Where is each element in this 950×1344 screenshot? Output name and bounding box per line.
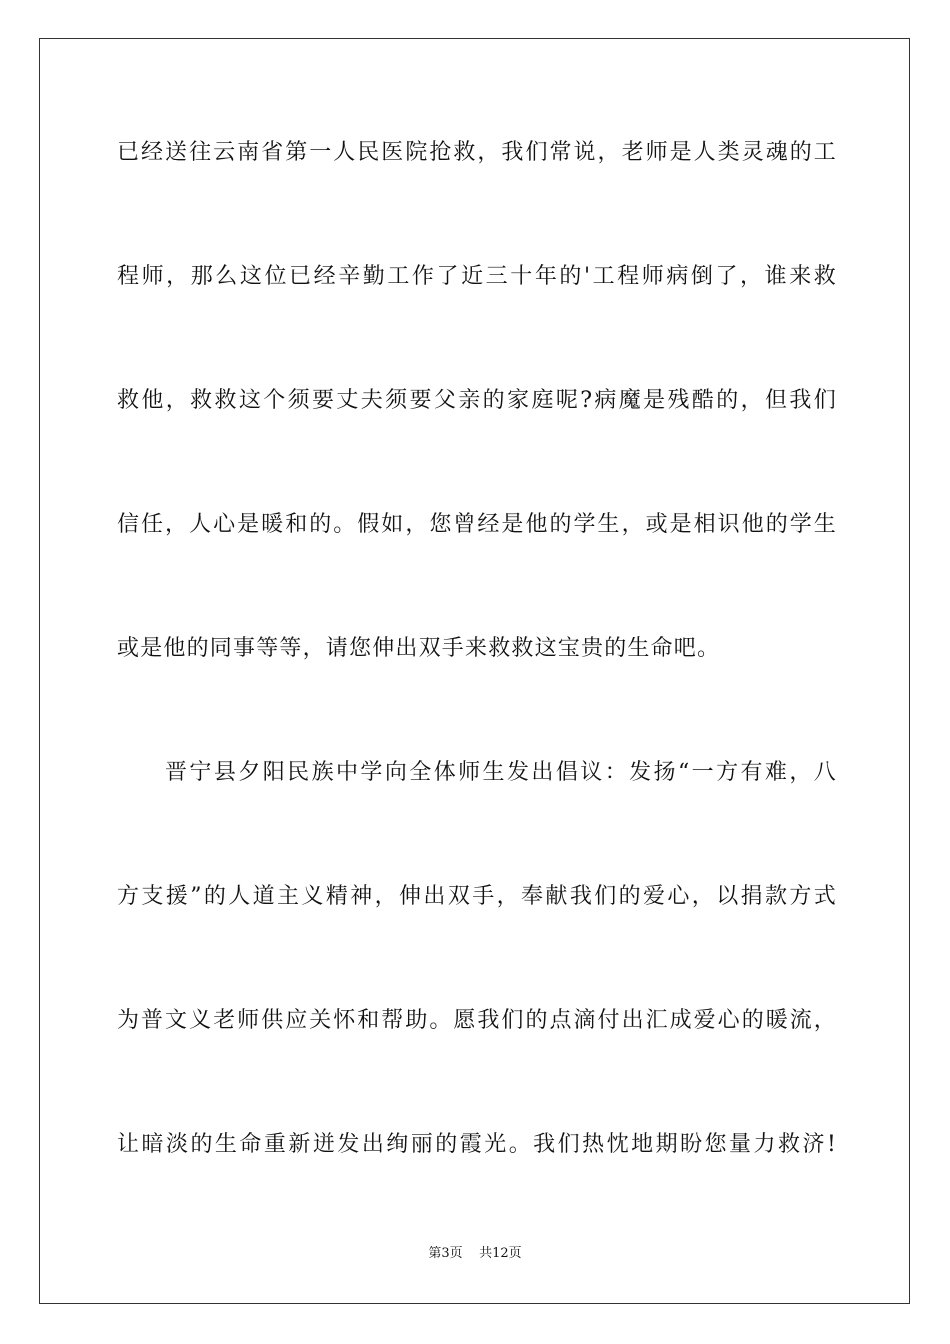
page-number-footer: 第3页 共12页: [428, 1246, 522, 1261]
paragraph-1-line-3: 救他，救救这个须要丈夫须要父亲的家庭呢?病魔是残酷的，但我们: [117, 388, 837, 413]
paragraph-1-line-4: 信任，人心是暖和的。假如，您曾经是他的学生，或是相识他的学生: [117, 512, 837, 537]
paragraph-1-line-1: 已经送往云南省第一人民医院抢救，我们常说，老师是人类灵魂的工: [117, 140, 837, 165]
paragraph-1-line-5: 或是他的同事等等，请您伸出双手来救救这宝贵的生命吧。: [117, 636, 721, 661]
paragraph-2-line-3: 为普文义老师供应关怀和帮助。愿我们的点滴付出汇成爱心的暖流，: [117, 1008, 837, 1033]
paragraph-2-line-2: 方支援”的人道主义精神，伸出双手，奉献我们的爱心，以捐款方式: [117, 884, 837, 909]
paragraph-2-line-4: 让暗淡的生命重新迸发出绚丽的霞光。我们热忱地期盼您量力救济!: [117, 1132, 837, 1157]
page-border: [39, 38, 910, 1304]
paragraph-1-line-2: 程师，那么这位已经辛勤工作了近三十年的'工程师病倒了，谁来救: [117, 264, 837, 289]
paragraph-2-line-1: 晋宁县夕阳民族中学向全体师生发出倡议：发扬“一方有难，八: [165, 760, 837, 785]
